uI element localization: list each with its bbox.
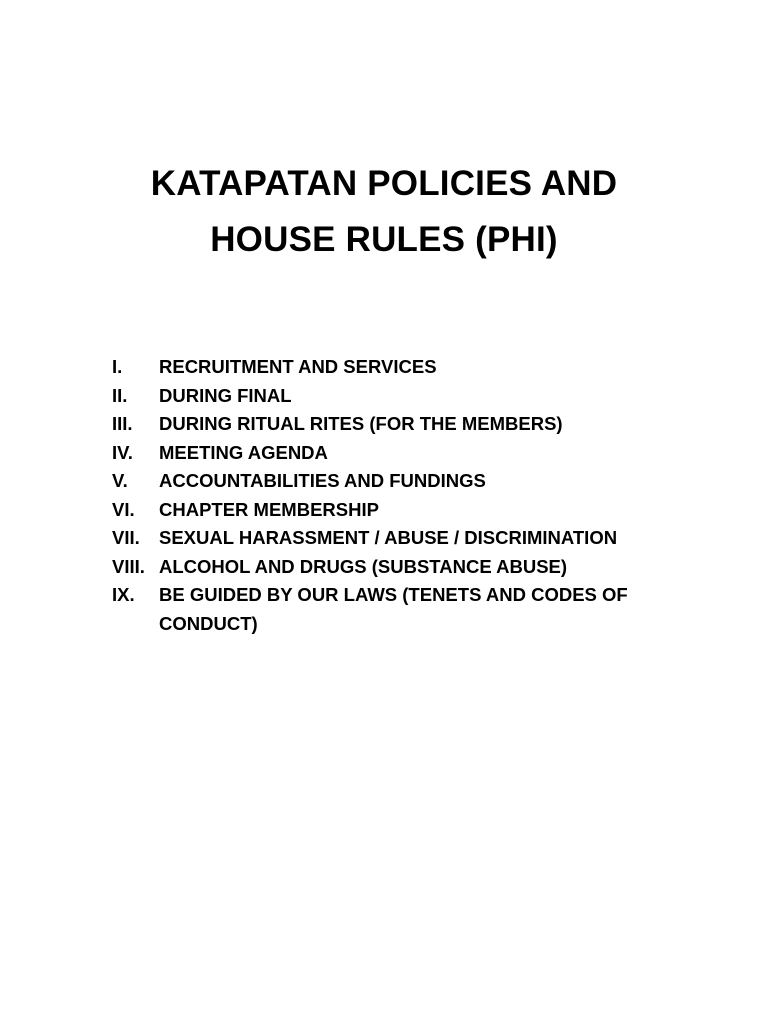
item-number: IV. xyxy=(112,441,133,463)
item-number: V. xyxy=(112,470,128,491)
list-item xyxy=(112,496,652,525)
item-text: SEXUAL HARASSMENT / ABUSE / DISCRIMINATION xyxy=(159,527,618,548)
item-text: RECRUITMENT AND SERVICES xyxy=(159,356,437,377)
item-text: BE GUIDED BY OUR LAWS (TENETS AND CODES OF CONDUCT) xyxy=(159,584,628,634)
list-item xyxy=(112,353,652,382)
item-number: I. xyxy=(112,356,123,377)
item-number: IX. xyxy=(112,584,135,605)
item-number: VI. xyxy=(112,498,135,520)
section-list xyxy=(112,353,652,638)
list-item xyxy=(112,524,652,553)
item-text: DURING RITUAL RITES (FOR THE MEMBERS) xyxy=(159,413,563,434)
item-number: III. xyxy=(112,413,133,434)
list-item xyxy=(112,581,652,638)
item-text: ACCOUNTABILITIES AND FUNDINGS xyxy=(159,470,486,491)
document-title xyxy=(0,156,768,268)
title-line-1: KATAPATAN POLICIES AND xyxy=(150,164,618,203)
list-item xyxy=(112,410,652,439)
item-number: II. xyxy=(112,384,128,406)
title-line-2: HOUSE RULES (PHI) xyxy=(210,220,558,259)
list-item xyxy=(112,439,652,468)
item-text: CHAPTER MEMBERSHIP xyxy=(159,498,379,520)
item-text: ALCOHOL AND DRUGS (SUBSTANCE ABUSE) xyxy=(159,555,568,577)
list-item xyxy=(112,553,652,582)
item-text: DURING FINAL xyxy=(159,384,292,406)
item-number: VII. xyxy=(112,527,140,548)
item-text: MEETING AGENDA xyxy=(159,441,328,463)
list-item xyxy=(112,382,652,411)
item-number: VIII. xyxy=(112,555,145,577)
list-item xyxy=(112,467,652,496)
